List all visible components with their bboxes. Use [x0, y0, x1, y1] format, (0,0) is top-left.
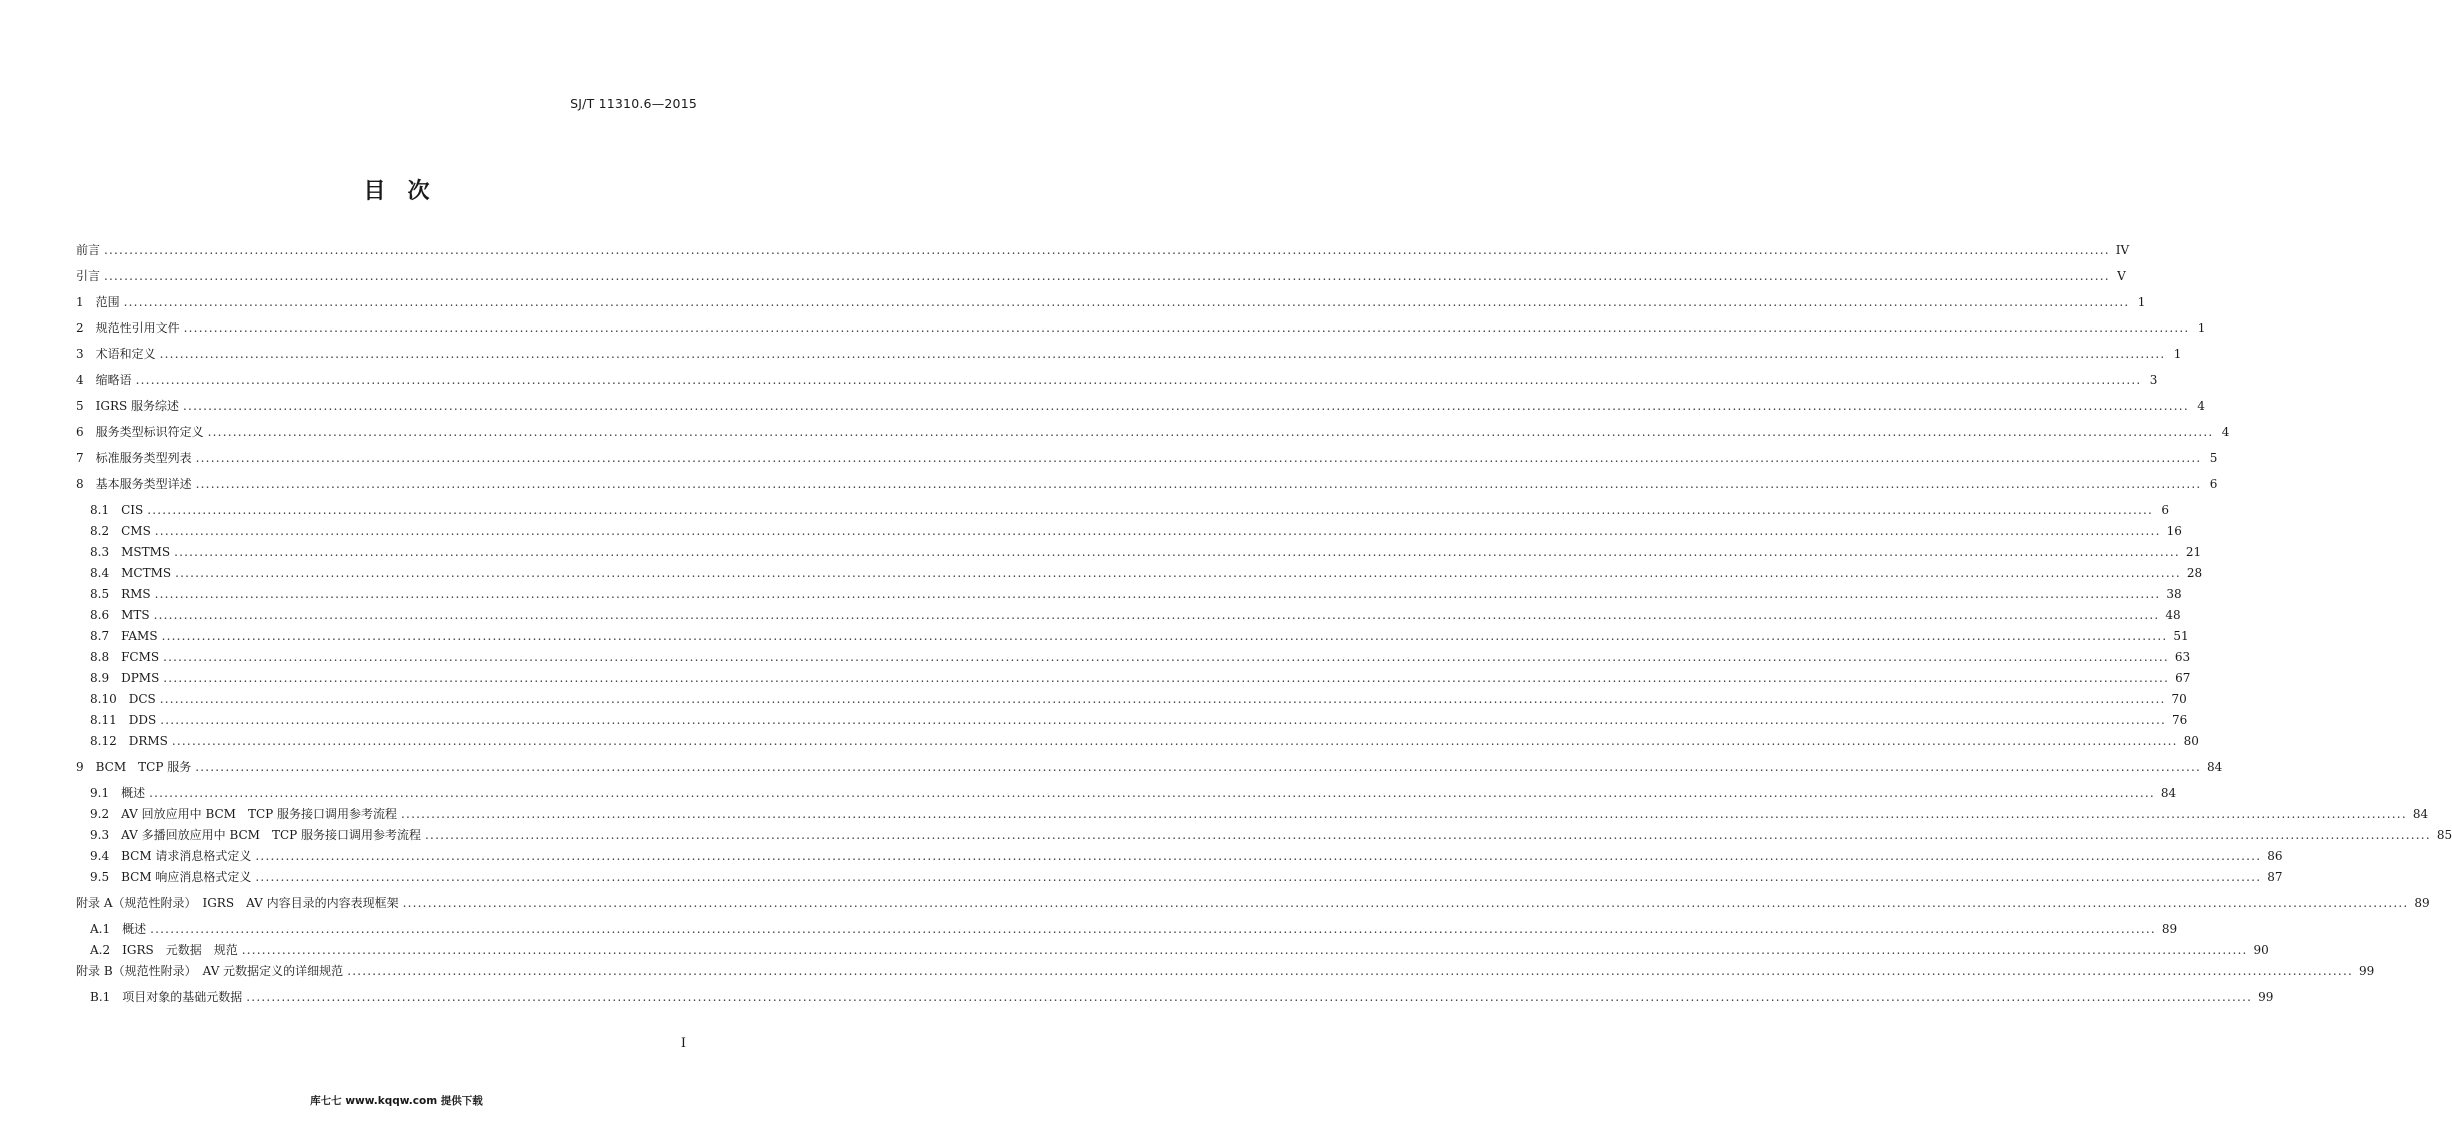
toc-leader-dots: ................................................................................................................................................................................................................................................................................................................................................................................................................ — [183, 399, 2189, 413]
toc-entry-label — [90, 848, 253, 864]
toc-leader-dots: ................................................................................................................................................................................................................................................................................................................................................................................................................ — [150, 922, 2156, 936]
toc-leader-dots: ................................................................................................................................................................................................................................................................................................................................................................................................................ — [154, 587, 2161, 601]
toc-entry-title: 缩略语 — [95, 373, 132, 387]
toc-leader-dots: ................................................................................................................................................................................................................................................................................................................................................................................................................ — [195, 477, 2202, 491]
toc-leader-dots: ................................................................................................................................................................................................................................................................................................................................................................................................................ — [161, 629, 2168, 643]
toc-entry-label — [90, 649, 161, 665]
toc-leader-dots: ................................................................................................................................................................................................................................................................................................................................................................................................................ — [171, 734, 2178, 748]
toc-entry-title: RMS — [121, 587, 151, 601]
toc-entry-page: 86 — [2267, 849, 2283, 863]
toc-entry[interactable] — [76, 268, 2126, 284]
toc-entry-label — [76, 398, 181, 414]
toc-leader-dots: ................................................................................................................................................................................................................................................................................................................................................................................................................ — [183, 321, 2190, 335]
toc-entry-title: 术语和定义 — [95, 347, 156, 361]
toc-entry-label — [90, 989, 244, 1005]
toc-entry-page: 99 — [2358, 964, 2375, 978]
toc-entry-number: 9.5 — [90, 870, 110, 884]
toc-entry-label — [90, 712, 158, 728]
toc-entry[interactable] — [90, 785, 2177, 801]
toc-leader-dots: ................................................................................................................................................................................................................................................................................................................................................................................................................ — [147, 503, 2154, 517]
toc-entry-label — [90, 523, 153, 539]
toc-entry[interactable] — [90, 989, 2274, 1005]
toc-entry-title: MCTMS — [121, 566, 172, 580]
toc-entry-title: FCMS — [121, 650, 160, 664]
toc-entry-title: AV 回放应用中 BCM TCP 服务接口调用参考流程 — [121, 807, 398, 821]
toc-entry-title: DCS — [128, 692, 156, 706]
toc-entry-number: 8 — [76, 477, 84, 491]
toc-leader-dots: ................................................................................................................................................................................................................................................................................................................................................................................................................ — [159, 347, 2166, 361]
toc-leader-dots: ................................................................................................................................................................................................................................................................................................................................................................................................................ — [163, 671, 2170, 685]
page-title: 目 次 — [363, 178, 430, 204]
toc-entry[interactable] — [76, 294, 2146, 310]
toc-entry[interactable] — [76, 398, 2205, 414]
toc-entry-label — [90, 869, 253, 885]
toc-entry-label — [90, 921, 148, 937]
toc-entry-page: 6 — [2161, 503, 2170, 517]
toc-leader-dots: ................................................................................................................................................................................................................................................................................................................................................................................................................ — [195, 760, 2202, 774]
toc-entry-title: CMS — [121, 524, 151, 538]
toc-entry[interactable] — [90, 628, 2189, 644]
toc-entry-number: 8.10 — [90, 692, 117, 706]
toc-entry[interactable] — [90, 733, 2199, 749]
toc-entry-page: 3 — [2149, 373, 2158, 387]
toc-entry-label — [90, 670, 161, 686]
toc-entry-title: DDS — [128, 713, 157, 727]
toc-entry[interactable] — [90, 586, 2182, 602]
toc-entry-number: 2 — [76, 321, 84, 335]
toc-entry-page: 67 — [2175, 671, 2191, 685]
toc-entry-title: 基本服务类型详述 — [95, 477, 192, 491]
toc-entry[interactable] — [90, 869, 2283, 885]
toc-entry-page: 28 — [2186, 566, 2203, 580]
toc-entry-label — [90, 691, 158, 707]
toc-entry-number: 8.8 — [90, 650, 110, 664]
toc-entry[interactable] — [76, 963, 2375, 979]
toc-leader-dots: ................................................................................................................................................................................................................................................................................................................................................................................................................ — [160, 713, 2166, 727]
toc-entry-page: 4 — [2197, 399, 2205, 413]
toc-entry-label — [90, 827, 423, 843]
toc-entry[interactable] — [76, 242, 2130, 258]
toc-entry[interactable] — [76, 346, 2182, 362]
toc-entry-number: 8.12 — [90, 734, 117, 748]
toc-entry-title: 项目对象的基础元数据 — [122, 990, 243, 1004]
toc-entry-number: B.1 — [90, 990, 111, 1004]
toc-entry-number: A.2 — [90, 943, 111, 957]
toc-entry[interactable] — [90, 649, 2191, 665]
toc-entry-title: AV 多播回放应用中 BCM TCP 服务接口调用参考流程 — [121, 828, 422, 842]
toc-entry-number: 6 — [76, 425, 84, 439]
toc-entry-label — [76, 424, 206, 440]
toc-entry-label — [90, 733, 170, 749]
toc-entry-page: 6 — [2209, 477, 2218, 491]
toc-entry-page: 16 — [2166, 524, 2182, 538]
toc-entry-number: A.1 — [90, 922, 111, 936]
toc-entry[interactable] — [90, 921, 2178, 937]
toc-entry-title: 概述 — [122, 922, 147, 936]
toc-entry-number: 8.11 — [90, 713, 117, 727]
toc-entry-number: 9.2 — [90, 807, 110, 821]
toc-entry-title: MTS — [121, 608, 150, 622]
toc-entry[interactable] — [90, 942, 2269, 958]
toc-entry[interactable] — [90, 848, 2283, 864]
toc-entry-label — [90, 502, 145, 518]
toc-entry-number: 9.4 — [90, 849, 110, 863]
toc-leader-dots: ................................................................................................................................................................................................................................................................................................................................................................................................................ — [255, 870, 2262, 884]
toc-entry-title: 标准服务类型列表 — [95, 451, 192, 465]
toc-entry-page: 63 — [2174, 650, 2191, 664]
toc-entry-title: 前言 — [76, 243, 101, 257]
toc-leader-dots: ................................................................................................................................................................................................................................................................................................................................................................................................................ — [174, 545, 2180, 559]
toc-entry-page: 1 — [2197, 321, 2206, 335]
toc-leader-dots: ................................................................................................................................................................................................................................................................................................................................................................................................................ — [241, 943, 2248, 957]
toc-entry[interactable] — [90, 565, 2203, 581]
toc-entry-title: BCM 请求消息格式定义 — [121, 849, 252, 863]
toc-entry-number: 5 — [76, 399, 84, 413]
toc-entry-title: 规范性引用文件 — [95, 321, 180, 335]
toc-entry-label — [76, 450, 194, 466]
toc-entry-page: 84 — [2160, 786, 2177, 800]
toc-entry-number: 8.5 — [90, 587, 110, 601]
toc-entry-title: IGRS 服务综述 — [95, 399, 180, 413]
toc-entry-title: DRMS — [128, 734, 168, 748]
toc-entry-page: 70 — [2171, 692, 2187, 706]
toc-entry-number: 1 — [76, 295, 84, 309]
toc-entry-page: 87 — [2267, 870, 2283, 884]
toc-entry-title: BCM 响应消息格式定义 — [121, 870, 252, 884]
toc-entry-page: 1 — [2173, 347, 2182, 361]
toc-entry-label — [76, 476, 194, 492]
toc-leader-dots: ................................................................................................................................................................................................................................................................................................................................................................................................................ — [255, 849, 2262, 863]
toc-entry-title: 范围 — [95, 295, 120, 309]
toc-entry-page: 51 — [2173, 629, 2189, 643]
toc-entry[interactable] — [90, 523, 2182, 539]
toc-entry-label — [90, 586, 153, 602]
toc-entry-label — [90, 806, 399, 822]
toc-entry-page: 84 — [2207, 760, 2223, 774]
toc-entry-title: 附录 A（规范性附录） IGRS AV 内容目录的内容表现框架 — [76, 896, 399, 910]
toc-leader-dots: ................................................................................................................................................................................................................................................................................................................................................................................................................ — [425, 828, 2431, 842]
toc-entry-number: 3 — [76, 347, 84, 361]
standard-code: SJ/T 11310.6—2015 — [570, 96, 697, 111]
toc-entry-page: 85 — [2436, 828, 2452, 842]
toc-entry-page: 38 — [2166, 587, 2182, 601]
toc-entry-page: 21 — [2185, 545, 2202, 559]
toc-entry-title: FAMS — [121, 629, 158, 643]
footer-watermark: 库七七 www.kqqw.com 提供下载 — [310, 1095, 483, 1107]
toc-entry[interactable] — [76, 424, 2230, 440]
toc-entry-number: 8.4 — [90, 566, 110, 580]
toc-leader-dots: ................................................................................................................................................................................................................................................................................................................................................................................................................ — [104, 243, 2110, 257]
toc-entry-title: CIS — [121, 503, 144, 517]
toc-entry-label — [76, 268, 102, 284]
toc-entry-number: 8.6 — [90, 608, 110, 622]
toc-entry-label — [90, 785, 147, 801]
toc-entry-title: MSTMS — [121, 545, 171, 559]
toc-entry-title: 服务类型标识符定义 — [95, 425, 204, 439]
toc-entry-number: 9.1 — [90, 786, 110, 800]
toc-entry-number: 8.3 — [90, 545, 110, 559]
toc-leader-dots: ................................................................................................................................................................................................................................................................................................................................................................................................................ — [246, 990, 2253, 1004]
toc-entry-label — [76, 759, 193, 775]
toc-entry-title: BCM TCP 服务 — [95, 760, 192, 774]
toc-entry-page: 90 — [2253, 943, 2269, 957]
toc-entry-label — [90, 544, 172, 560]
toc-entry-page: 99 — [2258, 990, 2274, 1004]
toc-entry-page: 80 — [2183, 734, 2199, 748]
toc-entry-page: IV — [2115, 243, 2130, 257]
toc-entry-page: 4 — [2221, 425, 2230, 439]
toc-entry-label — [76, 346, 158, 362]
toc-entry[interactable] — [90, 806, 2429, 822]
toc-entry-number: 8.1 — [90, 503, 110, 517]
toc-entry-label — [76, 372, 134, 388]
toc-leader-dots: ................................................................................................................................................................................................................................................................................................................................................................................................................ — [104, 269, 2110, 283]
toc-leader-dots: ................................................................................................................................................................................................................................................................................................................................................................................................................ — [195, 451, 2202, 465]
toc-leader-dots: ................................................................................................................................................................................................................................................................................................................................................................................................................ — [159, 692, 2166, 706]
toc-entry-number: 7 — [76, 451, 84, 465]
toc-entry[interactable] — [76, 476, 2218, 492]
toc-entry-label — [90, 607, 152, 623]
toc-entry[interactable] — [76, 450, 2218, 466]
toc-entry-label — [76, 895, 401, 911]
toc-entry[interactable] — [76, 320, 2206, 336]
toc-entry[interactable] — [76, 759, 2223, 775]
toc-entry-page: 1 — [2137, 295, 2146, 309]
toc-entry[interactable] — [90, 544, 2202, 560]
toc-entry[interactable] — [90, 670, 2191, 686]
toc-entry-page: V — [2117, 269, 2126, 283]
toc-entry-page: 48 — [2165, 608, 2181, 622]
toc-leader-dots: ................................................................................................................................................................................................................................................................................................................................................................................................................ — [347, 964, 2353, 978]
toc-entry-page: 76 — [2171, 713, 2188, 727]
toc-entry[interactable] — [90, 502, 2170, 518]
toc-entry-number: 8.9 — [90, 671, 110, 685]
toc-entry[interactable] — [90, 607, 2181, 623]
toc-entry-label — [90, 565, 173, 581]
toc-entry-page: 5 — [2209, 451, 2218, 465]
toc-leader-dots: ................................................................................................................................................................................................................................................................................................................................................................................................................ — [175, 566, 2181, 580]
toc-leader-dots: ................................................................................................................................................................................................................................................................................................................................................................................................................ — [207, 425, 2214, 439]
toc-leader-dots: ................................................................................................................................................................................................................................................................................................................................................................................................................ — [401, 807, 2407, 821]
toc-entry[interactable] — [90, 827, 2452, 843]
toc-entry-number: 4 — [76, 373, 84, 387]
toc-leader-dots: ................................................................................................................................................................................................................................................................................................................................................................................................................ — [402, 896, 2409, 910]
toc-leader-dots: ................................................................................................................................................................................................................................................................................................................................................................................................................ — [123, 295, 2130, 309]
toc-entry-page: 89 — [2414, 896, 2430, 910]
toc-entry[interactable] — [76, 372, 2158, 388]
toc-entry-title: 附录 B（规范性附录） AV 元数据定义的详细规范 — [76, 964, 344, 978]
toc-entry-label — [76, 242, 102, 258]
toc-entry[interactable] — [90, 712, 2188, 728]
toc-entry-number: 8.7 — [90, 629, 110, 643]
toc-leader-dots: ................................................................................................................................................................................................................................................................................................................................................................................................................ — [153, 608, 2160, 622]
toc-entry-label — [90, 942, 240, 958]
toc-entry-label — [76, 294, 122, 310]
toc-entry-label — [76, 320, 182, 336]
toc-entry-title: IGRS 元数据 规范 — [122, 943, 238, 957]
toc-entry-label — [76, 963, 345, 979]
toc-leader-dots: ................................................................................................................................................................................................................................................................................................................................................................................................................ — [135, 373, 2142, 387]
toc-entry-page: 84 — [2412, 807, 2429, 821]
toc-entry-page: 89 — [2161, 922, 2178, 936]
toc-entry-number: 8.2 — [90, 524, 110, 538]
toc-leader-dots: ................................................................................................................................................................................................................................................................................................................................................................................................................ — [154, 524, 2161, 538]
toc-entry-title: DPMS — [121, 671, 160, 685]
toc-entry-label — [90, 628, 160, 644]
page-number: I — [680, 1036, 686, 1051]
toc-entry[interactable] — [90, 691, 2187, 707]
toc-leader-dots: ................................................................................................................................................................................................................................................................................................................................................................................................................ — [149, 786, 2155, 800]
toc-entry-title: 引言 — [76, 269, 101, 283]
toc-entry[interactable] — [76, 895, 2430, 911]
toc-leader-dots: ................................................................................................................................................................................................................................................................................................................................................................................................................ — [163, 650, 2169, 664]
toc-entry-number: 9 — [76, 760, 84, 774]
toc-entry-number: 9.3 — [90, 828, 110, 842]
toc-entry-title: 概述 — [121, 786, 146, 800]
